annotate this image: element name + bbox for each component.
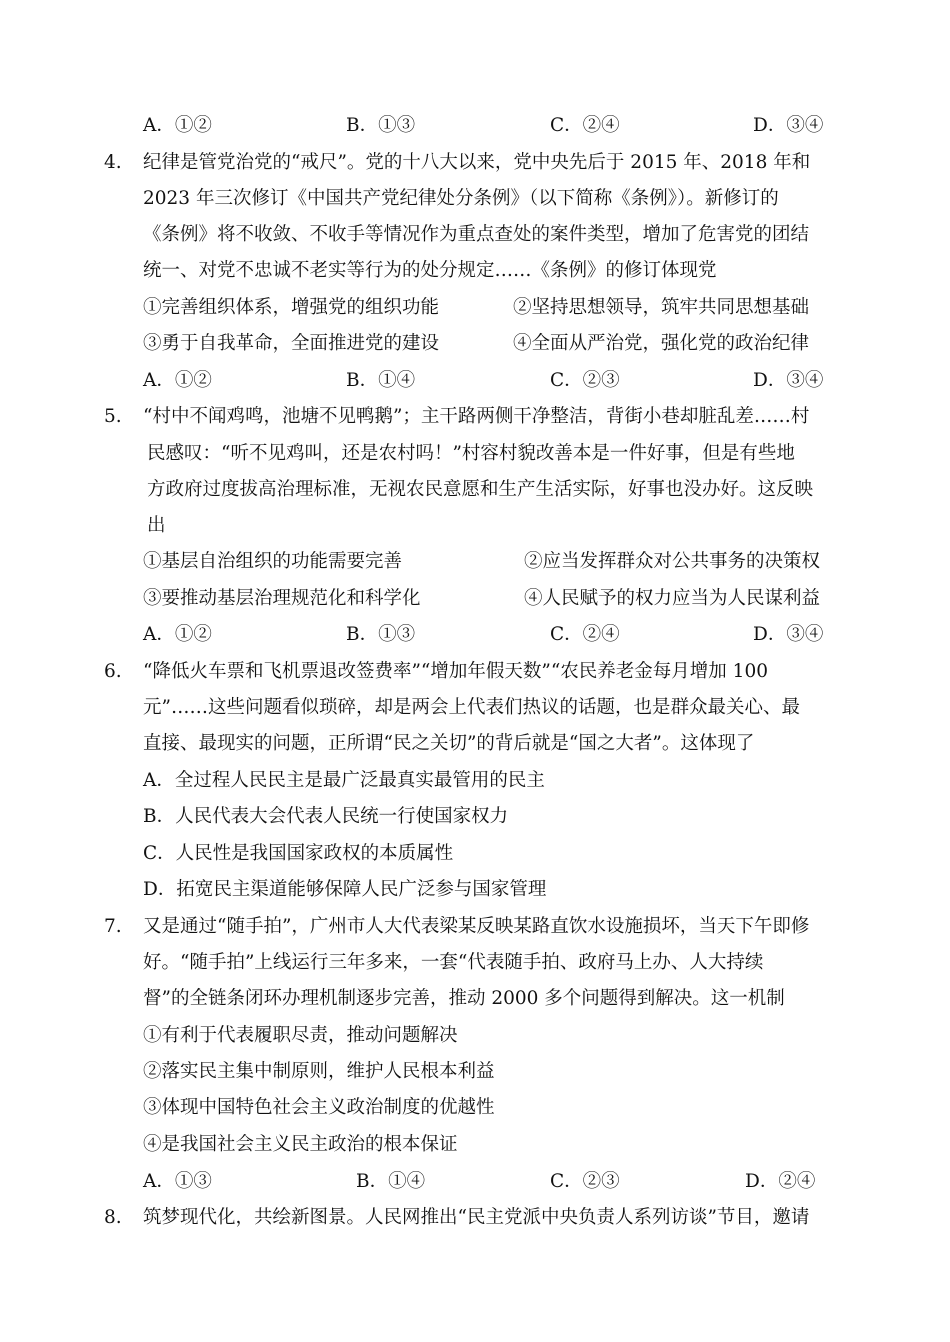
q4-stem-line: 2023 年三次修订《中国共产党纪律处分条例》（以下简称《条例》）。新修订的: [143, 188, 779, 209]
q4-option-b: B．①④: [346, 370, 416, 391]
top-option-c: C．②④: [550, 115, 620, 136]
q8-number: 8.: [104, 1207, 122, 1228]
q7-statement-1: ①有利于代表履职尽责，推动问题解决: [143, 1025, 458, 1046]
q5-statement-4: ④人民赋予的权力应当为人民谋利益: [524, 588, 821, 609]
q5-option-a: A．①②: [143, 624, 212, 645]
q4-statement-2: ②坚持思想领导，筑牢共同思想基础: [513, 297, 810, 318]
q4-stem-line: 《条例》将不收敛、不收手等情况作为重点查处的案件类型，增加了危害党的团结: [143, 224, 810, 245]
q4-option-c: C．②③: [550, 370, 620, 391]
q4-stem-line: 纪律是管党治党的“戒尺”。党的十八大以来，党中央先后于 2015 年、2018 年和: [143, 152, 811, 173]
q5-statement-2: ②应当发挥群众对公共事务的决策权: [524, 551, 821, 572]
top-option-b: B．①③: [346, 115, 416, 136]
q4-statement-3: ③勇于自我革命，全面推进党的建设: [143, 333, 440, 354]
q6-choice-d: D．拓宽民主渠道能够保障人民广泛参与国家管理: [143, 879, 547, 900]
q5-stem-line: 出: [147, 515, 166, 536]
q5-option-d: D．③④: [753, 624, 824, 645]
q7-option-c: C．②③: [550, 1171, 620, 1192]
q4-number: 4.: [104, 152, 122, 173]
q6-choice-b: B．人民代表大会代表人民统一行使国家权力: [143, 806, 509, 827]
q7-statement-2: ②落实民主集中制原则，维护人民根本利益: [143, 1061, 495, 1082]
q7-option-a: A．①③: [143, 1171, 212, 1192]
q4-statement-4: ④全面从严治党，强化党的政治纪律: [513, 333, 810, 354]
top-option-a: A．①②: [143, 115, 212, 136]
q7-stem-line: 好。“随手拍”上线运行三年多来，一套“代表随手拍、政府马上办、人大持续: [143, 952, 764, 973]
q6-choice-a: A．全过程人民民主是最广泛最真实最管用的民主: [143, 770, 545, 791]
q7-stem-line: 督”的全链条闭环办理机制逐步完善，推动 2000 多个问题得到解决。这一机制: [143, 988, 785, 1009]
q5-statement-3: ③要推动基层治理规范化和科学化: [143, 588, 421, 609]
q7-number: 7.: [104, 916, 122, 937]
q5-stem-line: 方政府过度拔高治理标准，无视农民意愿和生产生活实际，好事也没办好。这反映: [147, 479, 814, 500]
q5-stem-line: 民感叹：“听不见鸡叫，还是农村吗！”村容村貌改善本是一件好事，但是有些地: [147, 443, 795, 464]
q4-option-a: A．①②: [143, 370, 212, 391]
q5-option-c: C．②④: [550, 624, 620, 645]
q7-statement-4: ④是我国社会主义民主政治的根本保证: [143, 1134, 458, 1155]
q6-stem-line: 元”……这些问题看似琐碎，却是两会上代表们热议的话题，也是群众最关心、最: [143, 697, 800, 718]
q4-option-d: D．③④: [753, 370, 824, 391]
top-option-d: D．③④: [753, 115, 824, 136]
q5-number: 5.: [104, 406, 122, 427]
q5-stem-line: “村中不闻鸡鸣，池塘不见鸭鹅”；主干路两侧干净整洁，背街小巷却脏乱差……村: [143, 406, 810, 427]
q4-stem-line: 统一、对党不忠诚不老实等行为的处分规定……《条例》的修订体现党: [143, 260, 717, 281]
q7-stem-line: 又是通过“随手拍”，广州市人大代表梁某反映某路直饮水设施损坏，当天下午即修: [143, 916, 810, 937]
q5-statement-1: ①基层自治组织的功能需要完善: [143, 551, 403, 572]
q6-stem-line: 直接、最现实的问题，正所谓“民之关切”的背后就是“国之大者”。这体现了: [143, 733, 755, 754]
q6-choice-c: C．人民性是我国国家政权的本质属性: [143, 843, 454, 864]
q4-statement-1: ①完善组织体系，增强党的组织功能: [143, 297, 440, 318]
q5-option-b: B．①③: [346, 624, 416, 645]
q6-stem-line: “降低火车票和飞机票退改签费率”“增加年假天数”“农民养老金每月增加 100: [143, 661, 768, 682]
q7-statement-3: ③体现中国特色社会主义政治制度的优越性: [143, 1097, 495, 1118]
q7-option-b: B．①④: [356, 1171, 426, 1192]
q6-number: 6.: [104, 661, 122, 682]
q7-option-d: D．②④: [745, 1171, 816, 1192]
q8-stem-line: 筑梦现代化，共绘新图景。人民网推出“民主党派中央负责人系列访谈”节目，邀请: [143, 1207, 810, 1228]
